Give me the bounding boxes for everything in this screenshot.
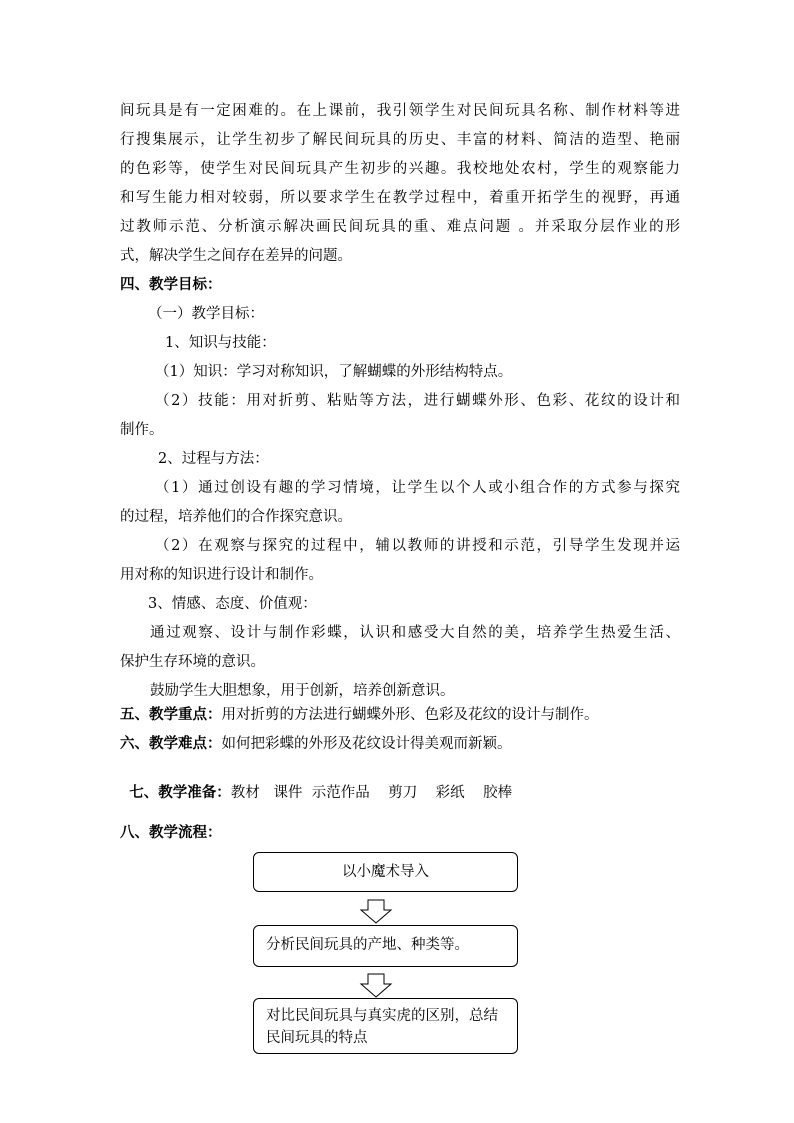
flow-step-3 xyxy=(253,998,518,1054)
section4-heading: 四、教学目标： xyxy=(120,276,222,293)
flow-step-1 xyxy=(253,852,518,892)
flow-step-1-label: 以小魔术导入 xyxy=(342,864,429,880)
section4-sub-heading: （一）教学目标： xyxy=(148,306,264,322)
down-arrow-icon xyxy=(359,973,393,999)
section7-text: 教材 课件 示范作品 剪刀 彩纸 胶棒 xyxy=(230,785,513,801)
section5-heading: 五、教学重点： xyxy=(120,706,222,723)
paragraph-line: 过教师示范、分析演示解决画民间玩具的重、难点问题 。并采取分层作业的形 xyxy=(120,219,680,235)
flow-step-3-label: 对比民间玩具与真实虎的区别，总结民间玩具的特点 xyxy=(266,1008,498,1046)
paragraph-line: 式，解决学生之间存在差异的问题。 xyxy=(120,248,352,264)
section6-text: 如何把彩蝶的外形及花纹设计得美观而新颖。 xyxy=(221,736,512,752)
section4-item: （2）技能：用对折剪、粘贴等方法，进行蝴蝶外形、色彩、花纹的设计和 xyxy=(155,393,680,409)
flow-step-2-label: 分析民间玩具的产地、种类等。 xyxy=(266,937,469,953)
section4-item-heading: 2、过程与方法： xyxy=(158,451,269,467)
section7-heading: 七、教学准备： xyxy=(129,784,231,801)
down-arrow-icon xyxy=(359,899,393,925)
section4-item: 的过程，培养他们的合作探究意识。 xyxy=(120,509,352,525)
paragraph-line: 行搜集展示，让学生初步了解民间玩具的历史、丰富的材料、简洁的造型、艳丽 xyxy=(120,132,680,148)
section4-item-heading: 3、情感、态度、价值观： xyxy=(148,596,317,612)
section5-text: 用对折剪的方法进行蝴蝶外形、色彩及花纹的设计与制作。 xyxy=(221,707,599,723)
section6-heading: 六、教学难点： xyxy=(120,735,222,752)
section4-item: （1）通过创设有趣的学习情境，让学生以个人或小组合作的方式参与探究 xyxy=(155,480,680,496)
section4-item: 通过观察、设计与制作彩蝶，认识和感受大自然的美，培养学生热爱生活、 xyxy=(150,625,680,641)
paragraph-line: 间玩具是有一定困难的。在上课前，我引领学生对民间玩具名称、制作材料等进 xyxy=(120,103,680,119)
section4-item-heading: 1、知识与技能： xyxy=(165,335,276,351)
section7 xyxy=(120,763,680,803)
section6 xyxy=(120,734,680,754)
section4-item: 制作。 xyxy=(120,422,164,438)
section4-item: （2）在观察与探究的过程中，辅以教师的讲授和示范，引导学生发现并运 xyxy=(155,538,680,554)
section4-item: 用对称的知识进行设计和制作。 xyxy=(120,567,323,583)
section8-heading: 八、教学流程： xyxy=(120,824,222,841)
section4-item: （1）知识：学习对称知识，了解蝴蝶的外形结构特点。 xyxy=(155,364,513,380)
paragraph-line: 和写生能力相对较弱，所以要求学生在教学过程中，着重开拓学生的视野，再通 xyxy=(120,190,680,206)
section4-item: 鼓励学生大胆想象，用于创新，培养创新意识。 xyxy=(150,683,455,699)
section4-item: 保护生存环境的意识。 xyxy=(120,654,265,670)
paragraph-line: 的色彩等，使学生对民间玩具产生初步的兴趣。我校地处农村，学生的观察能力 xyxy=(120,161,680,177)
flow-step-2 xyxy=(253,925,518,967)
section5 xyxy=(120,705,680,725)
